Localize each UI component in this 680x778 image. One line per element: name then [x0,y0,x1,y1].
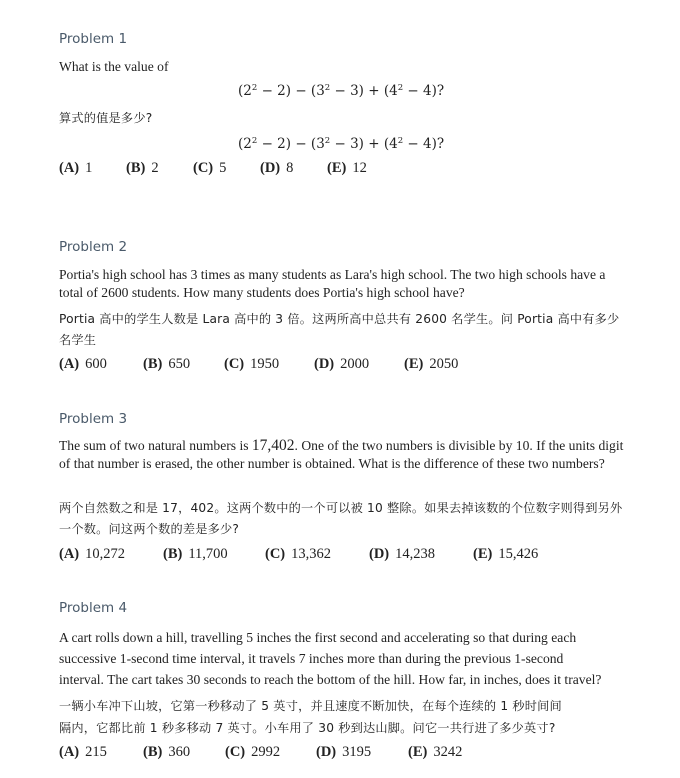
choice-b[interactable]: (B) 11,700 [163,546,228,562]
problem-1-text: What is the value of [59,59,169,74]
choice-c[interactable]: (C) 2992 [225,744,281,760]
choice-a[interactable]: (A) 600 [59,356,107,372]
choice-e[interactable]: (E) 15,426 [473,546,539,562]
problem-3-sum-value: 17,402 [251,437,295,454]
problem-4-choices [59,744,462,761]
problem-1-formula: $(2^2 - 2) - (3^2 - 3) + (4^2 - 4)$? [238,83,445,99]
problem-2-text: Portia's high school has 3 times as many students as Lara's high school. The two high schools have a total of 2600 students. How many students does Portia's high school have? [59,267,606,300]
choice-a[interactable]: (A) 215 [59,744,107,760]
choice-c[interactable]: (C) 5 [193,160,227,176]
problem-1-title: Problem 1 [59,31,128,47]
choice-d[interactable]: (D) 14,238 [369,546,436,562]
choice-d[interactable]: (D) 8 [260,160,294,176]
problem-1-text-zh: 算式的值是多少? [59,111,153,125]
problem-3-text-zh: 两个自然数之和是 17，402。这两个数中的一个可以被 10 整除。如果去掉该数的个位数字则得到另外一个数。问这两个数的差是多少? [59,501,623,536]
choice-a[interactable]: (A) 1 [59,160,93,176]
choice-c[interactable]: (C) 1950 [224,356,280,372]
choice-d[interactable]: (D) 2000 [314,356,370,372]
choice-b[interactable]: (B) 650 [143,356,191,372]
choice-b[interactable]: (B) 2 [126,160,159,176]
choice-e[interactable]: (E) 2050 [404,356,459,372]
choice-d[interactable]: (D) 3195 [316,744,372,760]
problem-4-text: A cart rolls down a hill, travelling 5 inches the first second and accelerating so that during each successive 1-second time interval, it travels 7 inches more than during the previous 1-second interval. The cart takes 30 seconds to reach the bottom of the hill. How far, in inches, does it travel? [59,630,602,687]
problem-3-choices [59,546,538,563]
problem-2-text-zh: Portia 高中的学生人数是 Lara 高中的 3 倍。这两所高中总共有 2600 名学生。问 Portia 高中有多少名学生 [59,312,620,347]
problem-2-choices [59,356,458,373]
choice-a[interactable]: (A) 10,272 [59,546,126,562]
problem-4-text-zh: 一辆小车冲下山坡，它第一秒移动了 5 英寸，并且速度不断加快，在每个连续的 1 秒时间间 隔内，它都比前 1 秒多移动 7 英寸。小车用了 30 秒到达山脚。问它一共行进了多少英寸? [59,699,562,735]
problem-1-formula-repeat: $(2^2 - 2) - (3^2 - 3) + (4^2 - 4)$? [238,136,445,152]
problem-4-title: Problem 4 [59,600,128,616]
problem-3-title: Problem 3 [59,411,128,427]
choice-b[interactable]: (B) 360 [143,744,191,760]
problem-3-text: The sum of two natural numbers is 17,402. One of the two numbers is divisible by 10. If the units digit of that number is erased, the other number is obtained. What is the difference of these two numbers? [59,437,624,471]
choice-c[interactable]: (C) 13,362 [265,546,332,562]
choice-e[interactable]: (E) 12 [327,160,367,176]
problem-1-choices [59,160,367,177]
problem-2-title: Problem 2 [59,239,128,255]
choice-e[interactable]: (E) 3242 [408,744,463,760]
